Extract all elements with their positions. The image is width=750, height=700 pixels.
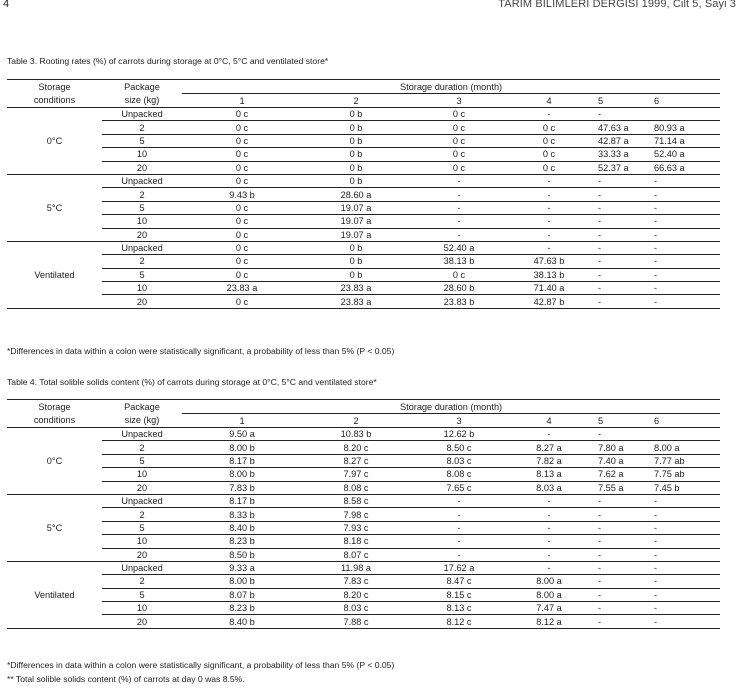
table-cell: 23.83 a: [302, 295, 410, 308]
table-row: [7, 494, 720, 507]
header-row: [7, 94, 720, 108]
table-cell: -: [646, 535, 720, 548]
table-cell: -: [646, 268, 720, 281]
package-size: 2: [102, 508, 182, 521]
package-size: 10: [102, 215, 182, 228]
table-cell: 7.65 c: [410, 481, 508, 494]
col-header-duration: Storage duration (month): [182, 400, 720, 414]
package-size: Unpacked: [102, 428, 182, 441]
table-cell: -: [646, 615, 720, 628]
table-cell: 52.40 a: [410, 241, 508, 254]
table-cell: 8.50 c: [410, 441, 508, 454]
table-cell: 52.40 a: [646, 148, 720, 161]
table-cell: 9.43 b: [182, 188, 302, 201]
table-cell: -: [590, 615, 646, 628]
table-cell: 0 c: [182, 268, 302, 281]
table-cell: 0 c: [182, 201, 302, 214]
table-cell: -: [646, 561, 720, 574]
table-cell: 7.40 a: [590, 454, 646, 467]
package-size: 5: [102, 454, 182, 467]
col-header-month-3: 3: [410, 414, 508, 428]
package-size: 5: [102, 201, 182, 214]
table-row: [7, 282, 720, 295]
table-cell: -: [590, 588, 646, 601]
table-cell: 7.80 a: [590, 441, 646, 454]
table-cell: 8.03 c: [410, 454, 508, 467]
table-row: [7, 215, 720, 228]
table-cell: -: [646, 215, 720, 228]
table-cell: -: [410, 508, 508, 521]
table-cell: -: [508, 561, 590, 574]
table-cell: 0 c: [508, 134, 590, 147]
col-header-conditions: conditions: [7, 414, 102, 428]
table-cell: 9.50 a: [182, 428, 302, 441]
storage-condition: Ventilated: [7, 241, 102, 308]
header-row: [7, 400, 720, 414]
table-cell: -: [410, 521, 508, 534]
table-cell: 0 c: [182, 148, 302, 161]
table-cell: -: [590, 241, 646, 254]
package-size: Unpacked: [102, 494, 182, 507]
table-cell: -: [508, 428, 590, 441]
col-header-size: size (kg): [102, 414, 182, 428]
table-cell: 42.87 a: [590, 134, 646, 147]
table-cell: -: [646, 228, 720, 241]
table-row: [7, 121, 720, 134]
table-row: [7, 201, 720, 214]
table-cell: -: [590, 575, 646, 588]
table-row: [7, 255, 720, 268]
table-cell: 9.33 a: [182, 561, 302, 574]
table-cell: 0 b: [302, 174, 410, 187]
table-cell: -: [590, 295, 646, 308]
package-size: 5: [102, 588, 182, 601]
table-cell: 8.03 a: [508, 481, 590, 494]
table-cell: 8.15 c: [410, 588, 508, 601]
col-header-month-4: 4: [508, 94, 590, 108]
table-cell: 7.83 c: [302, 575, 410, 588]
package-size: 20: [102, 161, 182, 174]
table-cell: -: [590, 268, 646, 281]
table-cell: 19.07 a: [302, 201, 410, 214]
table-cell: -: [508, 228, 590, 241]
table-cell: -: [590, 282, 646, 295]
table-cell: -: [646, 521, 720, 534]
table-cell: 0 c: [410, 161, 508, 174]
table-cell: -: [410, 201, 508, 214]
table-cell: 8.07 b: [182, 588, 302, 601]
table-cell: 0 c: [182, 215, 302, 228]
package-size: 5: [102, 521, 182, 534]
table-cell: 8.33 b: [182, 508, 302, 521]
table-cell: 7.45 b: [646, 481, 720, 494]
package-size: Unpacked: [102, 174, 182, 187]
table-row: [7, 441, 720, 454]
table-cell: -: [410, 535, 508, 548]
table-row: [7, 188, 720, 201]
table-cell: 42.87 b: [508, 295, 590, 308]
table3-footnote: *Differences in data within a colon were statistically significant, a probability of less than 5% (P < 0.05): [7, 346, 395, 356]
table-cell: 71.14 a: [646, 134, 720, 147]
storage-condition: 5°C: [7, 494, 102, 561]
table-cell: -: [410, 174, 508, 187]
table-cell: 47.63 b: [508, 255, 590, 268]
table-cell: 8.00 a: [508, 588, 590, 601]
col-header-storage: Storage: [7, 400, 102, 414]
col-header-month-3: 3: [410, 94, 508, 108]
col-header-month-6: 6: [646, 414, 720, 428]
table-cell: -: [646, 255, 720, 268]
table-cell: 0 b: [302, 148, 410, 161]
table-cell: 0 c: [182, 134, 302, 147]
table4-footnote-2: ** Total solible solids content (%) of carrots at day 0 was 8.5%.: [7, 674, 245, 684]
table-row: [7, 521, 720, 534]
table-cell: -: [410, 494, 508, 507]
table4-caption: Table 4. Total solible solids content (%) of carrots during storage at 0°C, 5°C and ventilated store*: [7, 377, 377, 387]
table-cell: 7.55 a: [590, 481, 646, 494]
table4: [7, 399, 720, 629]
table-row: [7, 561, 720, 574]
table-cell: 7.83 b: [182, 481, 302, 494]
header-row: [7, 80, 720, 94]
col-header-conditions: conditions: [7, 94, 102, 108]
package-size: 10: [102, 535, 182, 548]
package-size: 5: [102, 268, 182, 281]
table-cell: -: [410, 188, 508, 201]
table-cell: 8.20 c: [302, 441, 410, 454]
table-row: [7, 602, 720, 615]
table-cell: 0 b: [302, 161, 410, 174]
table-cell: -: [646, 282, 720, 295]
table-cell: -: [590, 508, 646, 521]
table-row: [7, 295, 720, 308]
table-cell: 8.13 a: [508, 468, 590, 481]
table-cell: -: [508, 494, 590, 507]
col-header-month-4: 4: [508, 414, 590, 428]
table-cell: 8.08 c: [410, 468, 508, 481]
table-cell: 8.40 b: [182, 521, 302, 534]
table-cell: 0 c: [182, 108, 302, 121]
table-cell: 0 c: [508, 161, 590, 174]
table-cell: 8.27 c: [302, 454, 410, 467]
table-cell: -: [590, 535, 646, 548]
package-size: 5: [102, 134, 182, 147]
table-cell: -: [508, 535, 590, 548]
table-cell: -: [508, 174, 590, 187]
table-cell: -: [508, 188, 590, 201]
table-cell: 7.82 a: [508, 454, 590, 467]
package-size: 2: [102, 188, 182, 201]
table-cell: 8.00 b: [182, 575, 302, 588]
table-cell: -: [590, 494, 646, 507]
table-cell: 8.20 c: [302, 588, 410, 601]
table-cell: 23.83 a: [182, 282, 302, 295]
package-size: Unpacked: [102, 241, 182, 254]
package-size: Unpacked: [102, 108, 182, 121]
table-cell: 8.13 c: [410, 602, 508, 615]
table-cell: 0 b: [302, 134, 410, 147]
table-cell: 38.13 b: [508, 268, 590, 281]
table-cell: 8.40 b: [182, 615, 302, 628]
table4-footnote: *Differences in data within a colon were statistically significant, a probability of less than 5% (P < 0.05): [7, 660, 395, 670]
col-header-package: Package: [102, 400, 182, 414]
table-cell: 47.63 a: [590, 121, 646, 134]
col-header-package: Package: [102, 80, 182, 94]
table-cell: 7.47 a: [508, 602, 590, 615]
table-row: [7, 588, 720, 601]
table-cell: 19.07 a: [302, 228, 410, 241]
table-cell: 0 b: [302, 255, 410, 268]
col-header-month-2: 2: [302, 94, 410, 108]
header-row: [7, 414, 720, 428]
table-cell: -: [590, 228, 646, 241]
table-cell: -: [590, 561, 646, 574]
table-cell: [646, 428, 720, 441]
table-cell: 8.00 b: [182, 441, 302, 454]
table-cell: 8.17 b: [182, 454, 302, 467]
table-cell: -: [508, 215, 590, 228]
table-cell: -: [646, 575, 720, 588]
table-cell: 28.60 b: [410, 282, 508, 295]
table-cell: 19.07 a: [302, 215, 410, 228]
col-header-storage: Storage: [7, 80, 102, 94]
table-cell: -: [646, 295, 720, 308]
table-cell: 28.60 a: [302, 188, 410, 201]
table-cell: 23.83 a: [302, 282, 410, 295]
table-cell: -: [590, 548, 646, 561]
storage-condition: 0°C: [7, 428, 102, 495]
table-row: [7, 548, 720, 561]
table-cell: -: [508, 508, 590, 521]
table-row: [7, 161, 720, 174]
table-cell: -: [646, 188, 720, 201]
table-cell: -: [508, 108, 590, 121]
package-size: 20: [102, 481, 182, 494]
table-cell: 66.63 a: [646, 161, 720, 174]
table-cell: 17.62 a: [410, 561, 508, 574]
package-size: 20: [102, 295, 182, 308]
table-cell: 7.93 c: [302, 521, 410, 534]
table-cell: 71.40 a: [508, 282, 590, 295]
table-cell: -: [590, 174, 646, 187]
package-size: Unpacked: [102, 561, 182, 574]
table-cell: 8.07 c: [302, 548, 410, 561]
package-size: 10: [102, 148, 182, 161]
package-size: 10: [102, 282, 182, 295]
col-header-month-2: 2: [302, 414, 410, 428]
package-size: 20: [102, 615, 182, 628]
table-cell: 8.00 b: [182, 468, 302, 481]
table3-caption: Table 3. Rooting rates (%) of carrots during storage at 0°C, 5°C and ventilated store*: [7, 56, 329, 66]
table-cell: 0 c: [182, 255, 302, 268]
table-cell: 0 c: [410, 108, 508, 121]
table-cell: 0 b: [302, 108, 410, 121]
table-cell: 8.23 b: [182, 602, 302, 615]
table-cell: 8.08 c: [302, 481, 410, 494]
table-cell: 0 c: [410, 268, 508, 281]
table-cell: 0 b: [302, 121, 410, 134]
table-cell: -: [590, 602, 646, 615]
table-cell: -: [590, 428, 646, 441]
table-cell: 0 c: [182, 295, 302, 308]
col-header-month-6: 6: [646, 94, 720, 108]
journal-header: TARIM BILIMLERI DERGISI 1999, Cilt 5, Sayi 3: [498, 0, 736, 10]
package-size: 2: [102, 441, 182, 454]
package-size: 20: [102, 228, 182, 241]
table-row: [7, 428, 720, 441]
table-cell: 7.75 ab: [646, 468, 720, 481]
table-cell: 8.50 b: [182, 548, 302, 561]
table-row: [7, 174, 720, 187]
table-cell: 8.03 c: [302, 602, 410, 615]
table-cell: 11.98 a: [302, 561, 410, 574]
table-cell: 0 c: [508, 148, 590, 161]
table-cell: 8.17 b: [182, 494, 302, 507]
table-row: [7, 268, 720, 281]
table-cell: -: [590, 215, 646, 228]
table-cell: -: [410, 215, 508, 228]
table-cell: 0 c: [182, 161, 302, 174]
table-cell: 0 c: [410, 148, 508, 161]
table-cell: -: [590, 108, 646, 121]
package-size: 2: [102, 575, 182, 588]
storage-condition: Ventilated: [7, 561, 102, 628]
package-size: 2: [102, 121, 182, 134]
table-row: [7, 615, 720, 628]
table-row: [7, 575, 720, 588]
table-cell: 8.27 a: [508, 441, 590, 454]
table-cell: -: [646, 602, 720, 615]
table-cell: 10.83 b: [302, 428, 410, 441]
table-cell: 38.13 b: [410, 255, 508, 268]
table-cell: 80.93 a: [646, 121, 720, 134]
table-cell: 8.12 c: [410, 615, 508, 628]
table-row: [7, 481, 720, 494]
table-row: [7, 148, 720, 161]
page-number: 4: [3, 0, 10, 10]
table-cell: 0 c: [182, 121, 302, 134]
table-cell: 7.88 c: [302, 615, 410, 628]
table-cell: 8.00 a: [508, 575, 590, 588]
table-cell: 0 c: [508, 121, 590, 134]
table-cell: -: [646, 174, 720, 187]
table-cell: -: [590, 188, 646, 201]
table-cell: 0 c: [182, 241, 302, 254]
table-cell: -: [410, 228, 508, 241]
table-cell: -: [646, 548, 720, 561]
table-cell: 12.62 b: [410, 428, 508, 441]
table-cell: -: [646, 508, 720, 521]
table-cell: -: [646, 588, 720, 601]
table-cell: 0 c: [182, 228, 302, 241]
table-cell: 0 b: [302, 268, 410, 281]
table-cell: 8.47 c: [410, 575, 508, 588]
package-size: 20: [102, 548, 182, 561]
col-header-month-1: 1: [182, 414, 302, 428]
table-cell: -: [646, 494, 720, 507]
col-header-month-5: 5: [590, 94, 646, 108]
storage-condition: 5°C: [7, 174, 102, 241]
col-header-size: size (kg): [102, 94, 182, 108]
table-row: [7, 241, 720, 254]
table-cell: 0 c: [182, 174, 302, 187]
col-header-month-1: 1: [182, 94, 302, 108]
table-row: [7, 508, 720, 521]
table-cell: 7.77 ab: [646, 454, 720, 467]
table-cell: 7.98 c: [302, 508, 410, 521]
table-cell: 52.37 a: [590, 161, 646, 174]
table-cell: 0 b: [302, 241, 410, 254]
table-cell: 23.83 b: [410, 295, 508, 308]
table-row: [7, 228, 720, 241]
table-cell: 7.97 c: [302, 468, 410, 481]
storage-condition: 0°C: [7, 108, 102, 175]
table-cell: -: [590, 255, 646, 268]
package-size: 10: [102, 602, 182, 615]
table-cell: -: [590, 201, 646, 214]
table-cell: -: [646, 201, 720, 214]
col-header-month-5: 5: [590, 414, 646, 428]
table-cell: 0 c: [410, 121, 508, 134]
package-size: 10: [102, 468, 182, 481]
table-cell: -: [508, 241, 590, 254]
table-cell: -: [590, 521, 646, 534]
table-cell: -: [508, 521, 590, 534]
table-cell: 0 c: [410, 134, 508, 147]
table-cell: 8.23 b: [182, 535, 302, 548]
col-header-duration: Storage duration (month): [182, 80, 720, 94]
table-row: [7, 454, 720, 467]
table-cell: -: [508, 548, 590, 561]
table-cell: 8.18 c: [302, 535, 410, 548]
table-cell: [646, 108, 720, 121]
package-size: 2: [102, 255, 182, 268]
table-cell: -: [508, 201, 590, 214]
table-row: [7, 108, 720, 121]
table-cell: 33.33 a: [590, 148, 646, 161]
table-row: [7, 468, 720, 481]
table-cell: -: [410, 548, 508, 561]
table-cell: 8.12 a: [508, 615, 590, 628]
table-cell: 8.00 a: [646, 441, 720, 454]
table-cell: -: [646, 241, 720, 254]
table-row: [7, 134, 720, 147]
table-cell: 7.62 a: [590, 468, 646, 481]
table-cell: 8.58 c: [302, 494, 410, 507]
table-row: [7, 535, 720, 548]
table3: [7, 79, 720, 309]
